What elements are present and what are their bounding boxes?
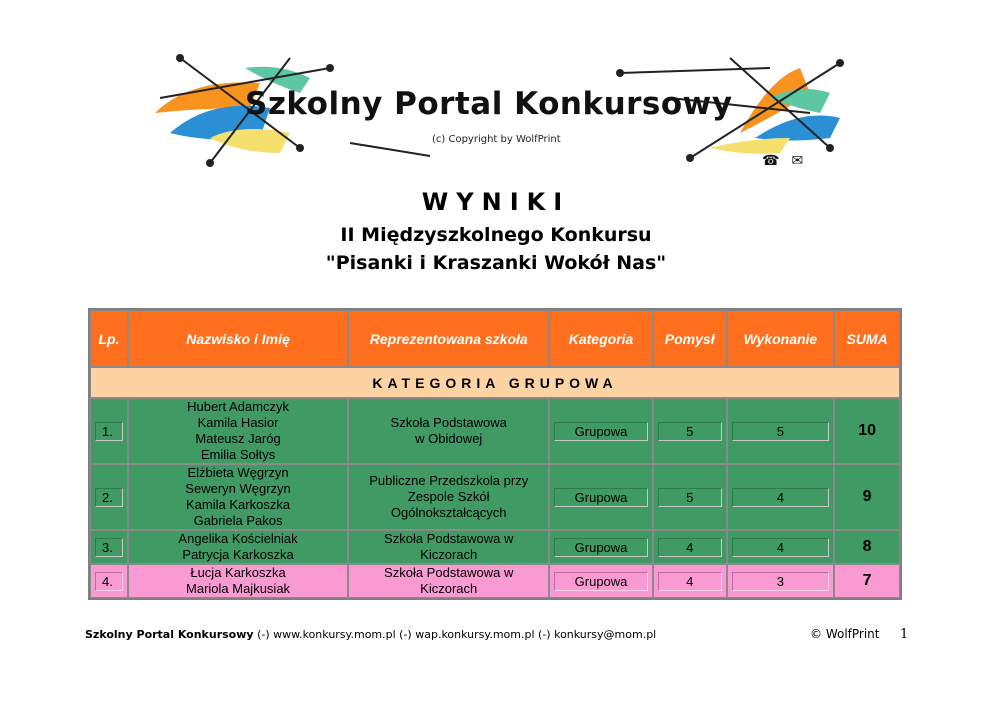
participant-name: Seweryn Węgrzyn: [185, 481, 291, 496]
contact-icons: [762, 152, 815, 169]
table-row: [90, 464, 900, 530]
school-line: Szkoła Podstawowa w: [384, 531, 514, 546]
row-lp: 2.: [95, 488, 123, 507]
participant-name: Kamila Hasior: [197, 415, 279, 430]
row-names: [128, 398, 348, 464]
row-lp: 3.: [95, 538, 123, 557]
phone-icon: ☎: [762, 152, 792, 168]
row-execution: 4: [732, 538, 830, 557]
school-line: Publiczne Przedszkola przy: [369, 473, 529, 488]
participant-name: Hubert Adamczyk: [187, 399, 289, 414]
row-category: Grupowa: [554, 422, 648, 441]
table-row: [90, 564, 900, 598]
row-idea: 4: [658, 572, 722, 591]
table-row: [90, 398, 900, 464]
row-execution: 4: [732, 488, 830, 507]
footer-link-wap[interactable]: wap.konkursy.mom.pl: [415, 628, 535, 641]
row-category: Grupowa: [554, 572, 648, 591]
participant-name: Patrycja Karkoszka: [182, 547, 294, 562]
row-category: Grupowa: [554, 488, 648, 507]
footer-separator: (-): [538, 628, 551, 641]
footer-separator: (-): [399, 628, 412, 641]
page-number: 1: [900, 627, 909, 642]
participant-name: Mariola Majkusiak: [186, 581, 291, 596]
school-line: Zespole Szkół: [407, 489, 490, 504]
footer: [85, 628, 656, 641]
row-sum: 8: [834, 530, 900, 564]
row-idea: 5: [658, 488, 722, 507]
header-school: Reprezentowana szkoła: [348, 310, 549, 367]
participant-name: Łucja Karkoszka: [190, 565, 286, 580]
school-line: Kiczorach: [420, 547, 478, 562]
row-school: [348, 564, 549, 598]
row-names: [128, 530, 348, 564]
header-name: Nazwisko i Imię: [128, 310, 348, 367]
results-title: WYNIKI: [421, 188, 571, 216]
footer-link-www[interactable]: www.konkursy.mom.pl: [273, 628, 396, 641]
row-names: [128, 464, 348, 530]
category-row: [90, 367, 900, 398]
footer-email-link[interactable]: konkursy@mom.pl: [554, 628, 657, 641]
mail-icon: ✉: [791, 152, 816, 168]
row-execution: 5: [732, 422, 830, 441]
row-sum: 7: [834, 564, 900, 598]
row-school: [348, 464, 549, 530]
results-table: [88, 308, 902, 600]
participant-name: Gabriela Pakos: [193, 513, 283, 528]
row-sum: 10: [834, 398, 900, 464]
row-execution: 3: [732, 572, 830, 591]
row-idea: 5: [658, 422, 722, 441]
table-header-row: [90, 310, 900, 367]
participant-name: Emilia Sołtys: [200, 447, 276, 462]
row-lp: 4.: [95, 572, 123, 591]
footer-separator: (-): [257, 628, 270, 641]
header-sum: SUMA: [834, 310, 900, 367]
footer-copyright: © WolfPrint: [810, 627, 880, 641]
contest-name-line2: "Pisanki i Kraszanki Wokół Nas": [325, 252, 667, 274]
header-category: Kategoria: [549, 310, 653, 367]
participant-name: Elżbieta Węgrzyn: [187, 465, 289, 480]
table-row: [90, 530, 900, 564]
header-idea: Pomysł: [653, 310, 727, 367]
portal-logo: [150, 38, 850, 168]
school-line: Kiczorach: [420, 581, 478, 596]
header-lp: Lp.: [90, 310, 128, 367]
logo-copyright: (c) Copyright by WolfPrint: [432, 134, 561, 145]
row-lp: 1.: [95, 422, 123, 441]
row-idea: 4: [658, 538, 722, 557]
school-line: Ogólnokształcących: [390, 505, 507, 520]
contest-name-line1: II Międzyszkolnego Konkursu: [340, 224, 652, 246]
row-category: Grupowa: [554, 538, 648, 557]
school-line: Szkoła Podstawowa: [390, 415, 507, 430]
footer-brand: Szkolny Portal Konkursowy: [85, 628, 254, 641]
school-line: Szkoła Podstawowa w: [384, 565, 514, 580]
participant-name: Mateusz Jaróg: [195, 431, 281, 446]
header-execution: Wykonanie: [727, 310, 835, 367]
row-sum: 9: [834, 464, 900, 530]
row-school: [348, 398, 549, 464]
category-label: KATEGORIA GRUPOWA: [90, 367, 900, 398]
row-school: [348, 530, 549, 564]
logo-title: Szkolny Portal Konkursowy: [245, 86, 733, 122]
row-names: [128, 564, 348, 598]
participant-name: Kamila Karkoszka: [186, 497, 291, 512]
school-line: w Obidowej: [415, 431, 483, 446]
participant-name: Angelika Kościelniak: [178, 531, 298, 546]
